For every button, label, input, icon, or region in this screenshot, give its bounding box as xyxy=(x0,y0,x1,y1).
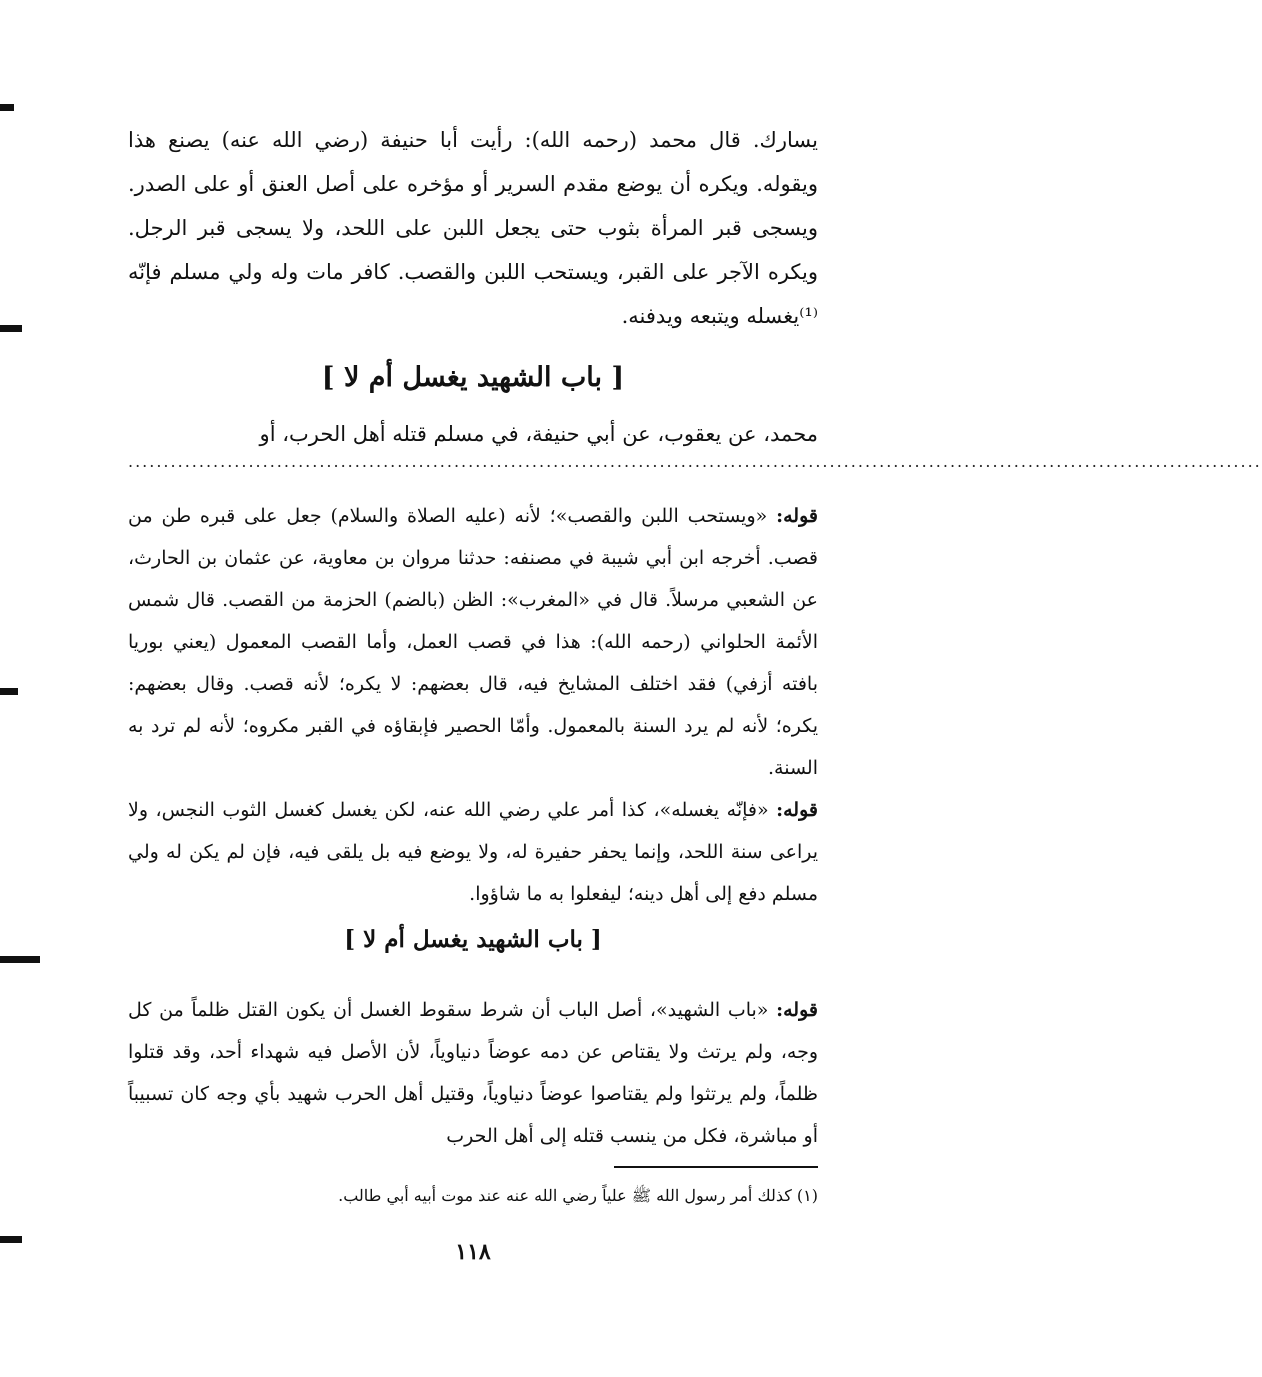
commentary-label: قوله: xyxy=(776,505,818,527)
footnote: (١) كذلك أمر رسول الله ﷺ علياً رضي الله عنه عند موت أبيه أبي طالب. xyxy=(338,1186,818,1205)
scan-edge-mark xyxy=(0,325,22,332)
page-number: ١١٨ xyxy=(455,1239,491,1265)
scan-edge-mark xyxy=(0,688,18,695)
body-paragraph-intro: يسارك. قال محمد (رحمه الله): رأيت أبا حنيفة (رضي الله عنه) يصنع هذا ويقوله. ويكره أن يوضع مقدم السرير أو مؤخره على أصل العنق أو على الصدر. ويسجى قبر المرأة بثوب حتى يجعل اللبن على اللحد، ولا يسجى قبر الرجل. ويكره الآجر على القبر، ويستحب اللبن والقصب. كافر مات وله ولي مسلم فإنّه ⁽¹⁾يغسله ويتبعه ويدفنه. xyxy=(128,128,818,328)
commentary-paragraph xyxy=(128,789,818,915)
commentary-text: «باب الشهيد»، أصل الباب أن شرط سقوط الغسل أن يكون القتل ظلماً من كل وجه، ولم يرتث ولا يقتاص عن دمه عوضاً دنياوياً، لأن الأصل فيه شهداء أحد، وقد قتلوا ظلماً، ولم يرتثوا ولم يقتاصوا عوضاً دنياوياً، وقتيل أهل الحرب شهيد بأي وجه كان تسبيباً أو مباشرة، فكل من ينسب قتله إلى أهل الحرب xyxy=(128,999,818,1147)
commentary-paragraph xyxy=(128,989,818,1157)
commentary-heading: [ باب الشهيد يغسل أم لا ] xyxy=(344,926,602,953)
chapter-heading: [ باب الشهيد يغسل أم لا ] xyxy=(321,362,625,393)
scan-edge-mark xyxy=(0,956,40,963)
scan-edge-mark xyxy=(0,104,14,111)
commentary-paragraph xyxy=(128,495,818,789)
footnote-divider xyxy=(614,1166,818,1168)
body-paragraph-text: محمد، عن يعقوب، عن أبي حنيفة، في مسلم قتله أهل الحرب، أو xyxy=(259,422,818,446)
commentary-text: «ويستحب اللبن والقصب»؛ لأنه (عليه الصلاة والسلام) جعل على قبره طن من قصب. أخرجه ابن أبي شيبة في مصنفه: حدثنا مروان بن معاوية، عن عثمان بن الحارث، عن الشعبي مرسلاً. قال في «المغرب»: الظن (بالضم) الحزمة من القصب. قال شمس الأئمة الحلواني (رحمه الله): هذا في قصب العمل، وأما القصب المعمول (يعني بوريا بافته أزفي) فقد اختلف المشايخ فيه، قال بعضهم: لا يكره؛ لأنه قصب. وقال بعضهم: يكره؛ لأنه لم يرد السنة بالمعمول. وأمّا الحصير فإبقاؤه في القبر مكروه؛ لأنه لم ترد به السنة. xyxy=(128,505,818,779)
scan-edge-mark xyxy=(0,1236,22,1243)
commentary-label: قوله: xyxy=(776,999,818,1021)
dotted-separator: ................................................................................................................................................................ xyxy=(128,452,1262,471)
commentary-label: قوله: xyxy=(776,799,818,821)
commentary-text: «فإنّه يغسله»، كذا أمر علي رضي الله عنه، لكن يغسل كغسل الثوب النجس، ولا يراعى سنة اللحد، وإنما يحفر حفيرة له، ولا يوضع فيه بل يلقى فيه، فإن لم يكن له ولي مسلم دفع إلى أهل دينه؛ ليفعلوا به ما شاؤوا. xyxy=(128,799,818,905)
